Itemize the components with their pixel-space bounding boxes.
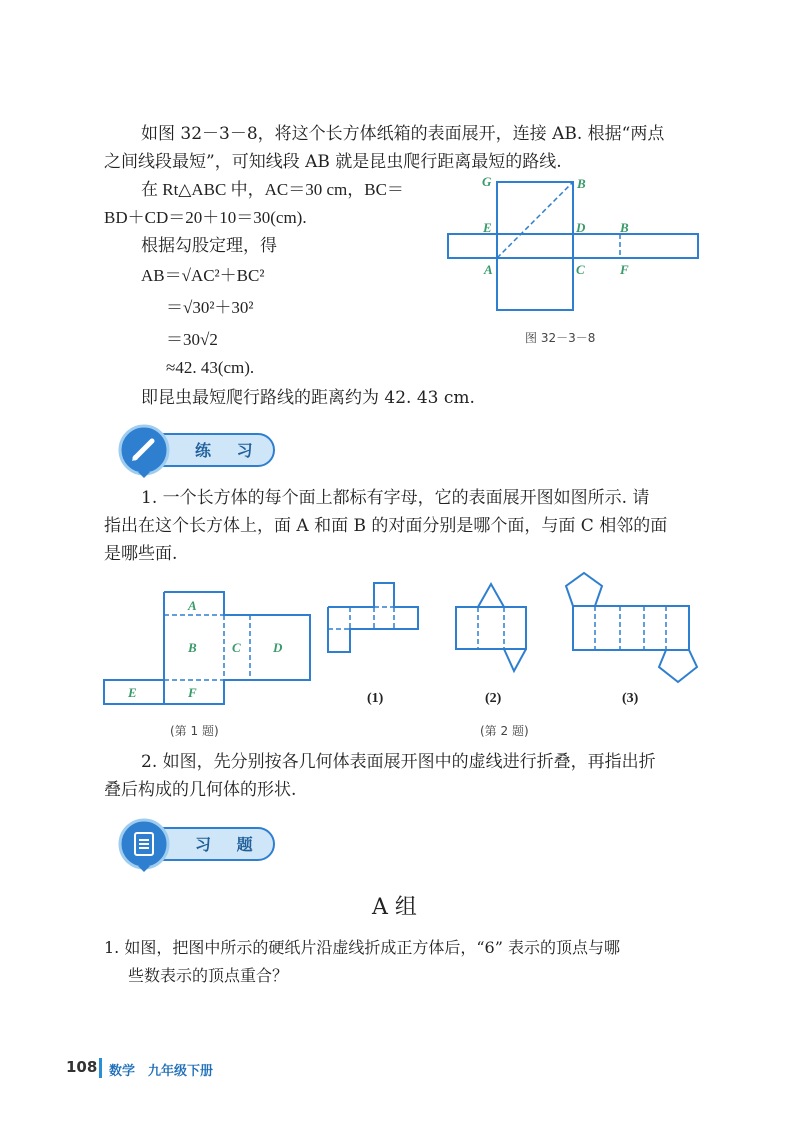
practice-figures [100,570,700,745]
label-C: C [576,262,585,277]
figure-32-3-8 [440,170,710,360]
practice-q2-line-2: 叠后构成的几何体的形状. [104,780,297,800]
caption-q2: (第 2 题) [480,724,529,738]
practice-q1-line-1: 1. 一个长方体的每个面上都标有字母，它的表面展开图如图所示. 请 [141,488,650,508]
face-D: D [273,640,283,655]
para-line-1: 如图 32－3－8，将这个长方体纸箱的表面展开，连接 AB. 根据“两点 [141,124,665,144]
para-line-conclusion: 即昆虫最短爬行路线的距离约为 42. 43 cm. [141,388,475,408]
label-B-right: B [620,220,629,235]
label-B: B [577,176,586,191]
sub-label-1: (1) [367,691,384,706]
face-C: C [232,640,241,655]
practice-q1-line-2: 指出在这个长方体上，面 A 和面 B 的对面分别是哪个面，与面 C 相邻的面 [104,516,668,536]
page-number: 108 [66,1058,98,1076]
practice-banner [100,422,280,478]
book-title: 数学 九年级下册 [109,1064,214,1079]
face-B: B [188,640,197,655]
caption-q1: (第 1 题) [170,724,219,738]
exercises-banner [100,816,280,872]
label-F: F [620,262,629,277]
practice-q2-line-1: 2. 如图，先分别按各几何体表面展开图中的虚线进行折叠，再指出折 [141,752,656,772]
face-E: E [128,685,137,700]
formula-line-1: AB＝√AC²＋BC² [141,266,265,285]
label-G: G [482,174,492,189]
exercise-q1-line-1: 1. 如图，把图中所示的硬纸片沿虚线折成正方体后，“6” 表示的顶点与哪 [104,938,620,957]
practice-q1-line-3: 是哪些面. [104,544,178,564]
formula-line-4: ≈42. 43(cm). [166,358,255,377]
formula-line-2: ＝√30²＋30² [166,298,254,317]
label-A: A [484,262,493,277]
label-E: E [483,220,492,235]
face-A: A [188,598,197,613]
exercises-label: 习 题 [195,835,263,854]
practice-label: 练 习 [195,441,263,460]
sub-label-2: (2) [485,691,502,706]
exercise-q1-line-2: 些数表示的顶点重合？ [128,966,289,985]
face-F: F [188,685,197,700]
group-title: A 组 [372,895,417,920]
para-line-4: BD＋CD＝20＋10＝30(cm). [104,208,307,227]
figure-caption: 图 32－3－8 [525,331,596,345]
para-line-3: 在 Rt△ABC 中，AC＝30 cm，BC＝ [141,180,404,199]
formula-line-3: ＝30√2 [166,330,218,349]
sub-label-3: (3) [622,691,639,706]
para-line-2: 之间线段最短”，可知线段 AB 就是昆虫爬行距离最短的路线. [104,152,562,172]
para-line-5: 根据勾股定理，得 [141,236,277,256]
label-D: D [576,220,586,235]
footer-divider [99,1058,102,1078]
